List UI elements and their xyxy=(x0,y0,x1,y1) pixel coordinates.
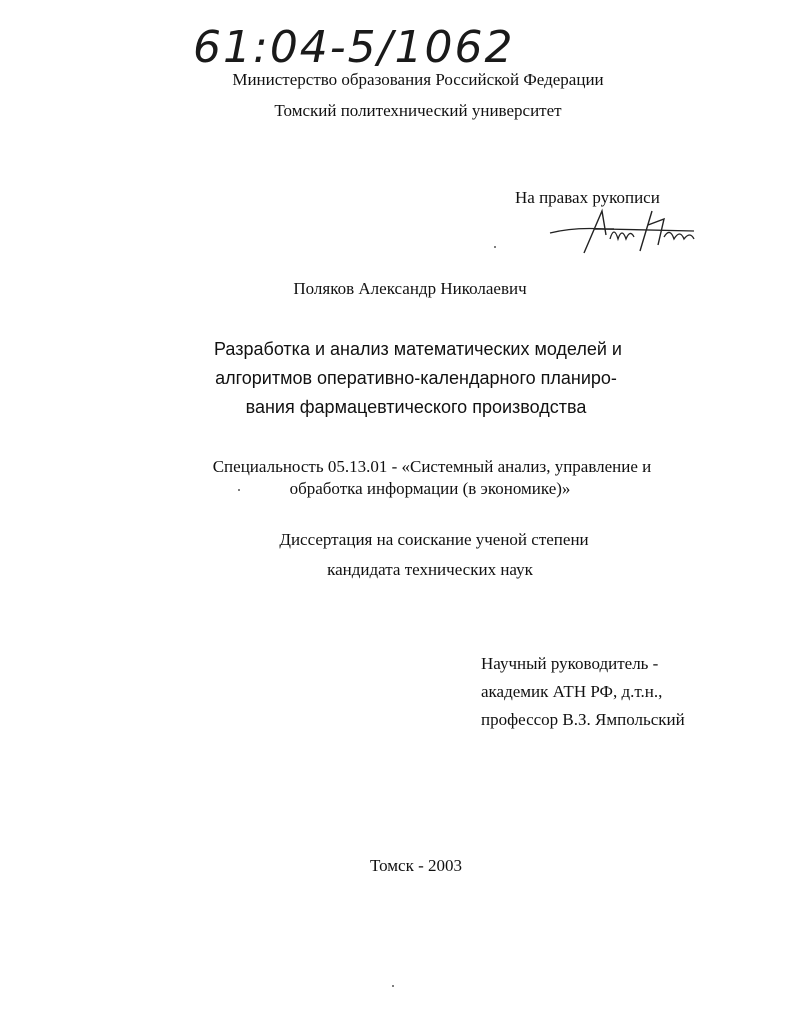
signature xyxy=(544,205,704,257)
scan-speck xyxy=(238,489,240,491)
supervisor-line-2: академик АТН РФ, д.т.н., xyxy=(481,682,663,701)
rights-note: На правах рукописи xyxy=(515,188,660,207)
supervisor-line-3: профессор В.З. Ямпольский xyxy=(481,710,685,729)
ministry-line: Министерство образования Российской Федерации xyxy=(232,70,604,89)
title-line: Разработка и анализ математических моделей и xyxy=(214,339,622,359)
title-line: вания фармацевтического производства xyxy=(245,397,587,417)
author-name: Поляков Александр Николаевич xyxy=(293,279,527,298)
university-line: Томский политехнический университет xyxy=(274,101,562,120)
scan-speck xyxy=(494,246,496,248)
dissertation-type-line: Диссертация на соискание ученой степени xyxy=(279,530,589,549)
dissertation-title xyxy=(0,335,792,422)
degree-line: кандидата технических наук xyxy=(327,560,533,579)
supervisor-line-1: Научный руководитель - xyxy=(481,654,659,673)
city-year: Томск - 2003 xyxy=(369,856,462,875)
scan-speck xyxy=(392,985,394,987)
title-line: алгоритмов оперативно-календарного планиро- xyxy=(215,368,617,388)
archive-code-text: 61:04-5/1062 xyxy=(193,22,515,73)
speciality-line-2: обработка информации (в экономике)» xyxy=(289,479,571,498)
speciality-line-1: Специальность 05.13.01 - «Системный анализ, управление и xyxy=(212,457,652,476)
supervisor-block xyxy=(481,650,685,734)
